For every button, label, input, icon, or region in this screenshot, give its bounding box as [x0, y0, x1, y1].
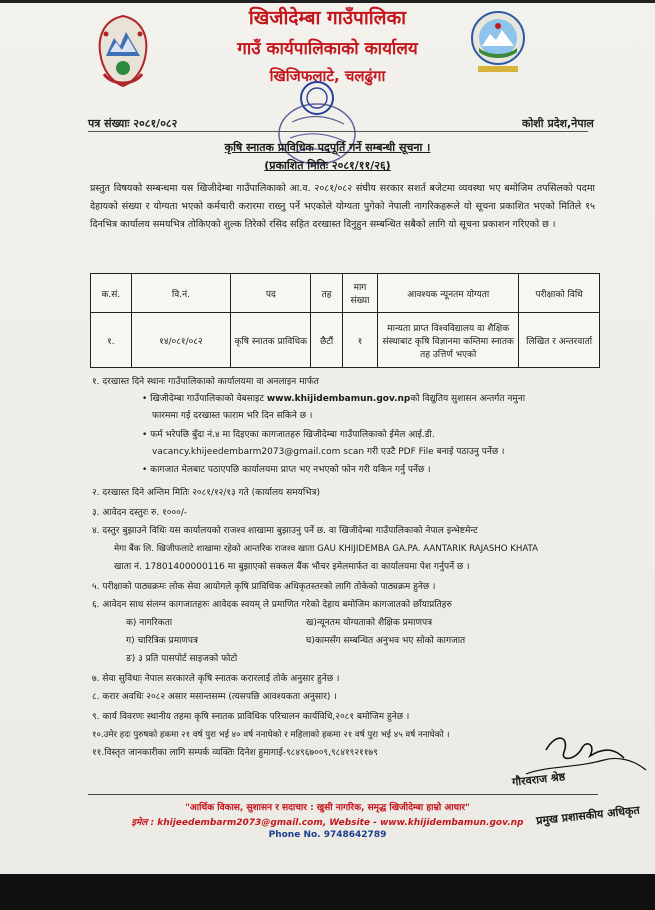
bullet-email-cont: vacancy.khijeedembarm2073@gmail.com scan गरी एउटै PDF File बनाई पठाउनु पर्नेछ । [152, 447, 505, 457]
item-10: १०.उमेर हदः पुरुषको हकमा २१ वर्ष पुरा भई ४० वर्ष ननाघेको र महिलाको हकमा २१ वर्ष पुरा भई ४५ वर्ष ननाघेको । [92, 730, 450, 740]
cell-qualification: मान्यता प्राप्त विश्वविद्यालय वा शैक्षिक संस्थाबाट कृषि विज्ञानमा कम्तिमा स्नातक तह उत्तिर्ण भएको [378, 313, 519, 368]
item-9: ९. कार्य विवरणः स्थानीय तहमा कृषि स्नातक प्राविधिक परिचालन कार्यविधि,२०८१ बमोजिम हुनेछ । [92, 712, 410, 722]
publish-date: (प्रकाशित मितिः २०८१/११/२६) [264, 159, 391, 172]
vacancy-table [90, 273, 600, 368]
bullet-confirm: • कागजात मेलबाट पठाएपछि कार्यालयमा प्राप्त भए नभएको फोन गरी यकिन गर्नु पर्नेछ । [142, 465, 431, 475]
footer-phone: Phone No. 9748642789 [268, 830, 387, 840]
doc-character: ग) चारित्रिक प्रमाणपत्र [126, 636, 198, 646]
cell-sn: १. [91, 313, 132, 368]
vacancy-email-link[interactable]: vacancy.khijeedembarm2073@gmail.com [152, 447, 341, 457]
col-qualification: आवश्यक न्यूनतम योग्यता [378, 274, 519, 313]
item-2: २. दरखास्त दिने अन्तिम मितिः २०८१/१२/१३ गते (कार्यालय समयभित्र) [92, 488, 320, 498]
notice-title: कृषि स्नातक प्राविधिक पदपूर्ति गर्ने सम्बन्धी सूचना । [224, 141, 431, 154]
col-sn: क.सं. [91, 274, 132, 313]
item-1: १. दरखास्त दिने स्थानः गाउँपालिकाको कार्यालयमा वा अनलाइन मार्फत [92, 377, 319, 387]
item-8: ८. करार अवधिः २०८२ असार मसान्तसम्म (त्यसपछि आवश्यकता अनुसार) । [92, 692, 337, 702]
item-4-account: खाता नं. 17801400000116 मा बुझाएको सक्कल बैंक भौचर इमेलमार्फत वा कार्यालयमा पेश गर्नुपर्ने छ । [114, 562, 470, 572]
col-post: पद [231, 274, 311, 313]
doc-academic: ख)न्यूनतम योग्यताको शैक्षिक प्रमाणपत्र [306, 618, 433, 628]
item-6: ६. आवेदन साथ संलग्न कागजातहरुः आवेदक स्वयम् ले प्रमाणित गरेको देहाय बमोजिम कागजातको छाँयाप्रतिहरु [92, 600, 452, 610]
table-row [91, 313, 600, 368]
scan-edge-top [0, 0, 655, 3]
cell-post: कृषि स्नातक प्राविधिक [231, 313, 311, 368]
cell-level: छैटौं [311, 313, 342, 368]
table-header-row [91, 274, 600, 313]
item-3: ३. आवेदन दस्तुरः रु. १०००/- [92, 508, 188, 518]
office-name-line2: गाउँ कार्यपालिकाको कार्यालय [237, 39, 418, 59]
item-5: ५. परीक्षाको पाठ्यक्रमः लोक सेवा आयोगले कृषि प्राविधिक अधिकृतस्तरको लागि तोकेको पाठ्यक्रम हुनेछ । [92, 582, 436, 592]
bullet-website-cont: फारममा गई दरखास्त फाराम भरि दिन सकिने छ । [152, 411, 313, 421]
signatory-name: गौरवराज श्रेष्ठ [511, 770, 566, 789]
item-4-bank: मेगा बैंक लि. खिजीफलाटे शाखामा रहेको आन्तरिक राजश्व खाता GAU KHIJIDEMBA GA.PA. AANTARIK RAJASHO KHATA [114, 544, 539, 554]
col-demand: माग संख्या [342, 274, 378, 313]
signatory-title: प्रमुख प्रशासकीय अधिकृत [535, 803, 641, 828]
header-divider [88, 131, 588, 132]
cell-exam-method: लिखित र अन्तरवार्ता [519, 313, 600, 368]
scan-edge-bottom [0, 874, 655, 910]
item-11: ११.विस्तृत जानकारीका लागि सम्पर्क व्यक्तिः दिनेश हुमागाई-९८४९६७००९,९८४१९२११७९ [92, 748, 378, 758]
doc-photo: ङ) ३ प्रति पासपोर्ट साइजको फोटो [126, 654, 238, 664]
doc-experience: घ)कामसँग सम्बन्धित अनुभव भए सोको कागजात [306, 636, 466, 646]
item-7: ७. सेवा सुविधाः नेपाल सरकारले कृषि स्नातक करारलाई तोके अनुसार हुनेछ । [92, 674, 340, 684]
col-level: तह [311, 274, 342, 313]
letter-number: पत्र संख्याः २०८१/०८२ [88, 117, 178, 130]
col-exam-method: परीक्षाको विधि [519, 274, 600, 313]
cell-demand: १ [342, 313, 378, 368]
signature-icon [486, 730, 655, 810]
bullet-website: • खिजीदेम्बा गाउँपालिकाको वेबसाइट www.khijidembamun.gov.npको विद्युतिय सुशासन अन्तर्गत नमुना [142, 394, 526, 404]
office-address: खिजिफलाटे, चलढुंगा [269, 67, 386, 85]
website-link[interactable]: www.khijidembamun.gov.np [266, 394, 411, 404]
footer-divider [88, 794, 598, 795]
office-name-line1: खिजीदेम्बा गाउँपालिका [248, 7, 407, 29]
doc-citizenship: क) नागरिकता [126, 618, 173, 628]
footer-contact: इमेल : khijeedembarm2073@gmail.com, Website - www.khijidembamun.gov.np [131, 818, 524, 828]
footer-slogan: "आर्थिक विकास, सुशासन र सदाचार : खुसी नागरिक, समृद्ध खिजीदेम्बा हाम्रो आधार" [185, 803, 470, 813]
cell-ad-no: १४/०८१/०८२ [131, 313, 230, 368]
notice-body: प्रस्तुत विषयको सम्बन्धमा यस खिजीदेम्बा गाउँपालिकाको आ.व. २०८१/०८२ संघीय सरकार सशर्त बजेटमा व्यवस्था भए बमोजिम तपसिलको पदमा देहायको संख्या र योग्यता भएको कर्मचारी करारमा राख्नु पर्ने भएकोले योग्यता पुगेको नेपाली नागरिकहरूले यो सूचना प्रकाशित भएको मितिले १५ दिनभित्र कार्यालय समयभित्र तोकिएको शुल्क तिरेको रसिद सहित दरखास्त दिनुहुन सम्बन्धित सबैको लागि यो सूचना प्रकाशन गरिएको छ । [90, 183, 595, 230]
bullet-email: • फर्म भरेपछि बुँदा नं.४ मा दिइएका कागजातहरु खिजीदेम्बा गाउँपालिकाको ईमेल आई.डी. [142, 430, 435, 440]
col-ad-no: वि.नं. [131, 274, 230, 313]
item-4: ४. दस्तुर बुझाउने विधिः यस कार्यालयको राजश्व शाखामा बुझाउनु पर्ने छ. वा खिजीदेम्बा गाउँपालिकाको नेपाल इन्भेष्टमेन्ट [92, 526, 478, 536]
province-label: कोशी प्रदेश,नेपाल [522, 117, 594, 130]
